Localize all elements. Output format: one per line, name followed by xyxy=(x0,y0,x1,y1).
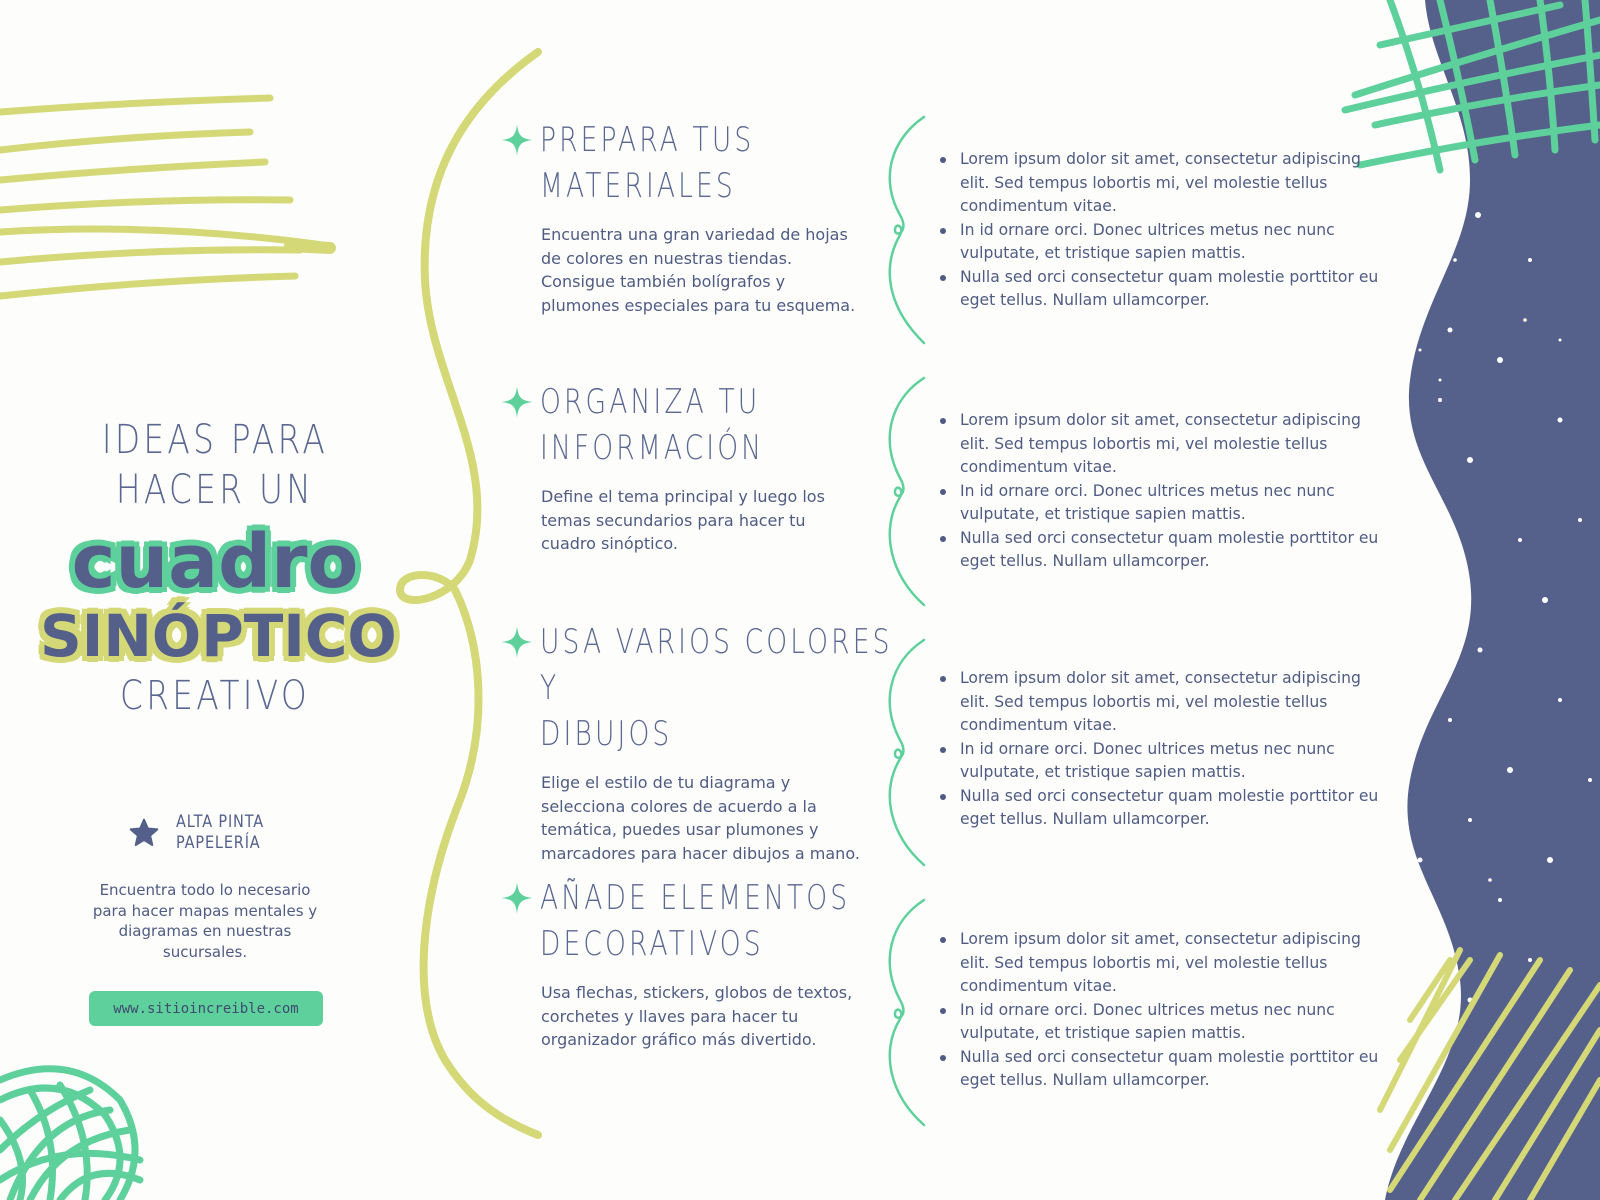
title-highlight-sinoptico: SINÓPTICO xyxy=(40,602,397,670)
bullet-item: In id ornare orci. Donec ultrices metus nec nunc vulputate, et tristique sapien mattis. xyxy=(938,480,1388,527)
step-title-line: ORGANIZA TU xyxy=(540,382,761,422)
step-title xyxy=(540,379,907,471)
step-title-line: INFORMACIÓN xyxy=(540,428,765,468)
step-1 xyxy=(500,117,890,317)
title-highlight-cuadro: cuadro xyxy=(71,519,359,605)
step-1-bullets xyxy=(938,148,1388,313)
bullet-item: Lorem ipsum dolor sit amet, consectetur adipiscing elit. Sed tempus lobortis mi, vel molestie tellus condimentum vitae. xyxy=(938,667,1388,738)
sparkle-icon xyxy=(500,385,534,419)
step-description: Encuentra una gran variedad de hojas de colores en nuestras tiendas. Consigue también bolígrafos y plumones especiales para tu esquema. xyxy=(541,225,856,315)
step-title-line: PREPARA TUS xyxy=(540,120,755,160)
brand-block xyxy=(128,812,280,854)
step-4-bullets xyxy=(938,928,1388,1093)
sparkle-icon xyxy=(500,123,534,157)
step-title-line: DIBUJOS xyxy=(540,714,673,754)
step-3 xyxy=(500,619,893,865)
bullet-item: Lorem ipsum dolor sit amet, consectetur adipiscing elit. Sed tempus lobortis mi, vel molestie tellus condimentum vitae. xyxy=(938,148,1388,219)
website-link[interactable]: www.sitioincreible.com xyxy=(89,991,323,1026)
title-line-3: CREATIVO xyxy=(120,673,310,719)
step-description: Elige el estilo de tu diagrama y selecciona colores de acuerdo a la temática, puedes usar plumones y marcadores para hacer dibujos a mano. xyxy=(541,773,860,863)
step-title xyxy=(540,875,907,967)
navy-wave-band xyxy=(1385,0,1600,1200)
sparkle-icon xyxy=(500,625,534,659)
bullet-item: Nulla sed orci consectetur quam molestie porttitor eu eget tellus. Nullam ullamcorper. xyxy=(938,785,1388,832)
sparkle-icon xyxy=(500,881,534,915)
title-line-2: HACER UN xyxy=(115,467,315,513)
step-title-line: DECORATIVOS xyxy=(540,924,764,964)
step-title-line: MATERIALES xyxy=(540,166,736,206)
step-2 xyxy=(500,379,890,556)
brand-line-1: ALTA PINTA xyxy=(176,812,265,832)
step-3-bullets xyxy=(938,667,1388,832)
step-title xyxy=(540,619,907,757)
step-2-bullets xyxy=(938,409,1388,574)
brand-name xyxy=(176,812,264,854)
step-description: Define el tema principal y luego los temas secundarios para hacer tu cuadro sinóptico. xyxy=(541,487,825,553)
promo-text: Encuentra todo lo necesario para hacer mapas mentales y diagramas en nuestras sucursales. xyxy=(92,881,318,961)
lime-scribble-top-left xyxy=(0,98,330,296)
step-title-line: AÑADE ELEMENTOS xyxy=(540,878,851,918)
step-title-line: USA VARIOS COLORES Y xyxy=(540,622,893,708)
green-scribble-bottom-left xyxy=(0,1069,140,1200)
bullet-item: Nulla sed orci consectetur quam molestie porttitor eu eget tellus. Nullam ullamcorper. xyxy=(938,1046,1388,1093)
bullet-item: Nulla sed orci consectetur quam molestie porttitor eu eget tellus. Nullam ullamcorper. xyxy=(938,266,1388,313)
bullet-item: In id ornare orci. Donec ultrices metus nec nunc vulputate, et tristique sapien mattis. xyxy=(938,219,1388,266)
step-4 xyxy=(500,875,890,1052)
star-icon xyxy=(128,817,160,849)
step-title xyxy=(540,117,907,209)
main-title xyxy=(40,415,397,721)
bullet-item: Lorem ipsum dolor sit amet, consectetur adipiscing elit. Sed tempus lobortis mi, vel molestie tellus condimentum vitae. xyxy=(938,409,1388,480)
bullet-item: In id ornare orci. Donec ultrices metus nec nunc vulputate, et tristique sapien mattis. xyxy=(938,738,1388,785)
step-description: Usa flechas, stickers, globos de textos, corchetes y llaves para hacer tu organizador gráfico más divertido. xyxy=(541,983,853,1049)
bullet-item: Nulla sed orci consectetur quam molestie porttitor eu eget tellus. Nullam ullamcorper. xyxy=(938,527,1388,574)
bullet-item: In id ornare orci. Donec ultrices metus nec nunc vulputate, et tristique sapien mattis. xyxy=(938,999,1388,1046)
brand-line-2: PAPELERÍA xyxy=(176,833,261,853)
bullet-item: Lorem ipsum dolor sit amet, consectetur adipiscing elit. Sed tempus lobortis mi, vel molestie tellus condimentum vitae. xyxy=(938,928,1388,999)
title-line-1: IDEAS PARA xyxy=(101,417,329,463)
